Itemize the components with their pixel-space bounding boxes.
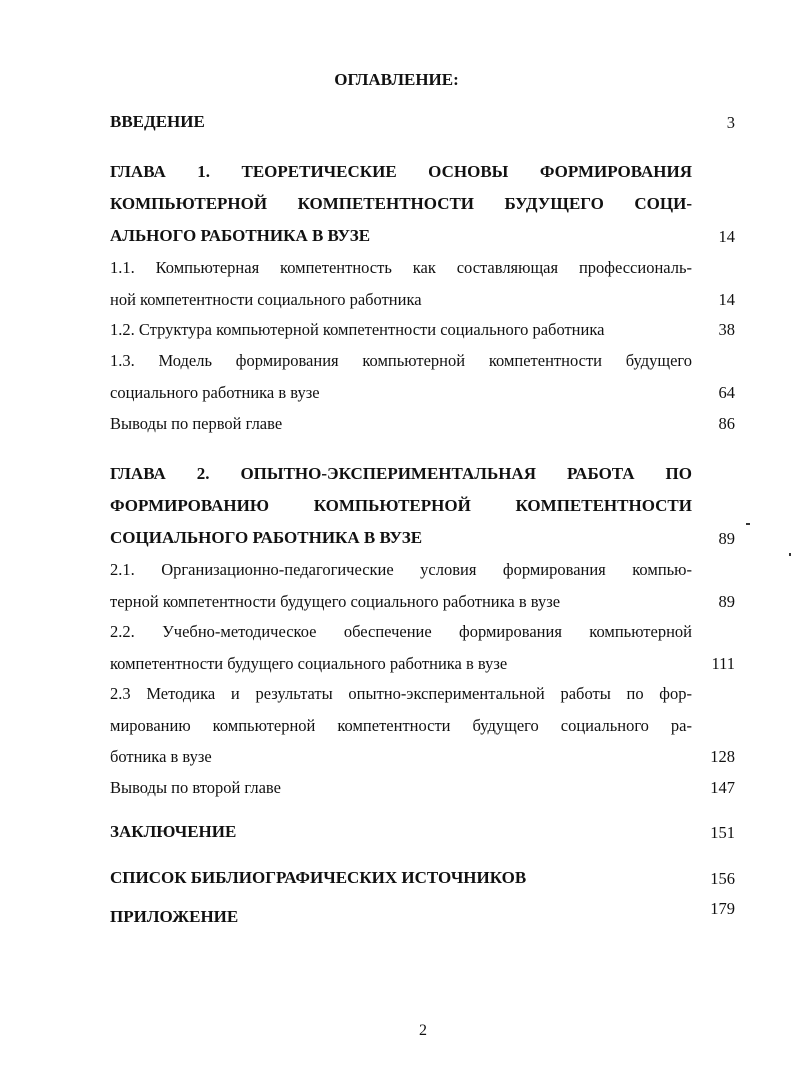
toc-entry-line: мированию компьютерной компетентности будущего социального ра-	[110, 715, 692, 735]
toc-page-number: 151	[710, 822, 735, 842]
toc-page-number: 38	[718, 320, 735, 339]
toc-page-number: 89	[718, 591, 735, 611]
toc-entry-conclusions-1[interactable]	[110, 408, 735, 440]
toc-entry-line: ФОРМИРОВАНИЮ КОМПЬЮТЕРНОЙ КОМПЕТЕНТНОСТИ	[110, 496, 692, 515]
toc-entry-line: ГЛАВА 2. ОПЫТНО-ЭКСПЕРИМЕНТАЛЬНАЯ РАБОТА ПО	[110, 464, 692, 483]
toc-entry-line: ВВЕДЕНИЕ	[110, 112, 205, 131]
toc-entry-2-3[interactable]	[110, 678, 735, 773]
toc-entry-line: ЗАКЛЮЧЕНИЕ	[110, 822, 237, 841]
toc-entry-1-2[interactable]	[110, 314, 735, 346]
toc-page-number: 147	[710, 778, 735, 797]
toc-entry-line: АЛЬНОГО РАБОТНИКА В ВУЗЕ	[110, 226, 371, 245]
toc-entry-2-1[interactable]	[110, 554, 735, 617]
toc-entry-chapter-2[interactable]	[110, 458, 735, 554]
toc-entry-line: КОМПЬЮТЕРНОЙ КОМПЕТЕНТНОСТИ БУДУЩЕГО СОЦИ-	[110, 194, 692, 213]
toc-page-number: 89	[718, 528, 735, 548]
toc-entry-chapter-1[interactable]	[110, 156, 735, 252]
toc-entry-introduction[interactable]	[110, 106, 735, 138]
toc-entry-conclusion[interactable]	[110, 816, 735, 848]
toc-page-number: 111	[711, 653, 735, 673]
toc-entry-line: 1.1. Компьютерная компетентность как составляющая профессиональ-	[110, 258, 692, 277]
toc-entry-line: ной компетентности социального работника	[110, 289, 422, 309]
toc-entry-conclusions-2[interactable]	[110, 772, 735, 804]
scan-speck	[789, 553, 791, 556]
toc-page-number: 3	[726, 112, 735, 132]
toc-entry-line: Выводы по первой главе	[110, 414, 283, 433]
toc-entry-line: ботника в вузе	[110, 747, 212, 766]
toc-page-number: 156	[710, 868, 735, 888]
toc-entry-line: Выводы по второй главе	[110, 778, 281, 797]
toc-entry-line: 1.3. Модель формирования компьютерной компетентности будущего	[110, 351, 692, 370]
toc-entry-2-2[interactable]	[110, 616, 735, 679]
toc-title: ОГЛАВЛЕНИЕ:	[334, 70, 459, 89]
toc-entry-1-3[interactable]	[110, 345, 735, 408]
toc-page-number: 179	[710, 898, 735, 918]
toc-entry-line: 2.2. Учебно-методическое обеспечение формирования компьютерной	[110, 622, 692, 641]
toc-entry-bibliography[interactable]	[110, 862, 735, 894]
toc-entry-line: компетентности будущего социального работника в вузе	[110, 653, 508, 673]
toc-entry-line: СОЦИАЛЬНОГО РАБОТНИКА В ВУЗЕ	[110, 528, 423, 547]
toc-entry-appendix[interactable]	[110, 898, 735, 933]
toc-entry-line: терной компетентности будущего социального работника в вузе	[110, 591, 561, 611]
toc-entry-line: СПИСОК БИБЛИОГРАФИЧЕСКИХ ИСТОЧНИКОВ	[110, 868, 527, 887]
toc-page-number: 64	[718, 382, 735, 402]
toc-entry-line: ПРИЛОЖЕНИЕ	[110, 907, 239, 926]
toc-page-number: 14	[718, 289, 735, 309]
scan-speck	[746, 523, 750, 525]
toc-entry-1-1[interactable]	[110, 252, 735, 315]
toc-page-number: 14	[718, 226, 735, 246]
page-number: 2	[419, 1022, 427, 1039]
toc-entry-line: социального работника в вузе	[110, 382, 320, 402]
toc-page-number: 86	[718, 414, 735, 433]
toc-entry-line: 1.2. Структура компьютерной компетентности социального работника	[110, 320, 605, 339]
toc-entry-line: ГЛАВА 1. ТЕОРЕТИЧЕСКИЕ ОСНОВЫ ФОРМИРОВАНИЯ	[110, 162, 692, 181]
toc-entry-line: 2.3 Методика и результаты опытно-экспериментальной работы по фор-	[110, 684, 692, 703]
toc-page-number: 128	[710, 747, 735, 766]
toc-entry-line: 2.1. Организационно-педагогические условия формирования компью-	[110, 560, 692, 579]
